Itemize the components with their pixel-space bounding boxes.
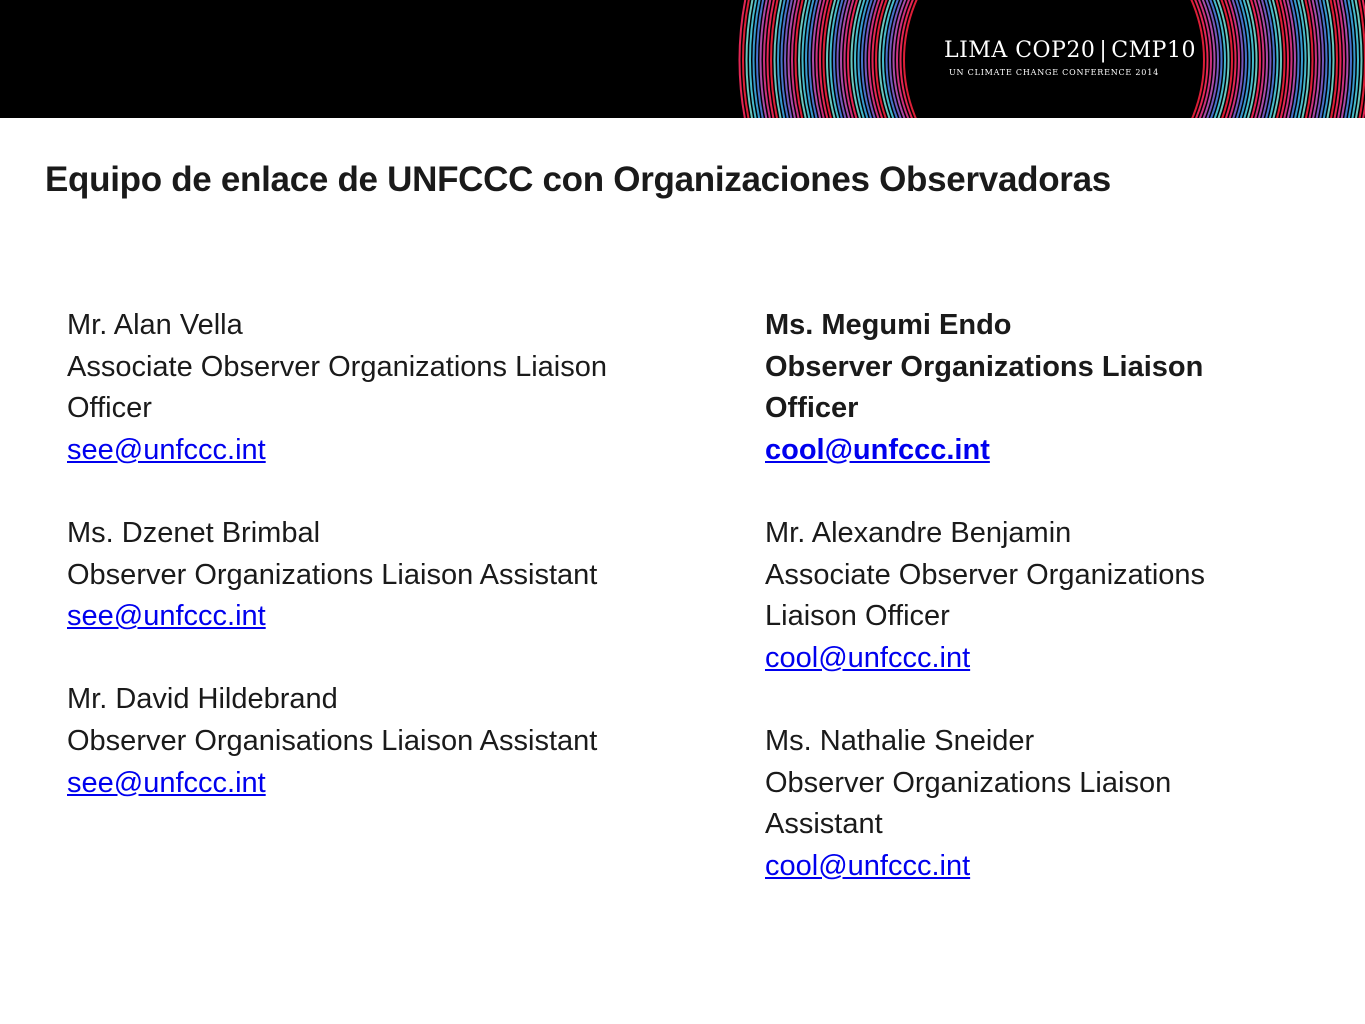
contact-email-link[interactable]: cool@unfccc.int <box>765 433 990 466</box>
contacts-right-column <box>765 305 1325 929</box>
contact-name: Mr. Alan Vella <box>67 309 243 341</box>
contact-role: Liaison Officer <box>765 600 950 633</box>
contact-role: Observer Organizations Liaison <box>765 350 1204 383</box>
contact-email-link[interactable]: cool@unfccc.int <box>765 641 971 674</box>
contact-card <box>67 679 677 804</box>
contact-name: Ms. Dzenet Brimbal <box>67 516 321 549</box>
logo-subtitle: UN CLIMATE CHANGE CONFERENCE 2014 <box>949 68 1159 77</box>
contact-email-link[interactable]: cool@unfccc.int <box>765 849 971 882</box>
logo-main-left: LIMA COP20 <box>944 38 1096 63</box>
contact-role: Observer Organisations Liaison Assistant <box>67 724 598 757</box>
contact-card <box>67 305 677 471</box>
contact-name: Ms. Nathalie Sneider <box>765 724 1035 757</box>
contact-email-link[interactable]: see@unfccc.int <box>67 433 266 466</box>
contact-role: Officer <box>67 392 152 425</box>
slide-title: Equipo de enlace de UNFCCC con Organizaciones Observadoras <box>45 160 1111 199</box>
header-band <box>0 0 1365 118</box>
contact-role: Assistant <box>765 808 883 841</box>
contact-name: Mr. David Hildebrand <box>67 683 338 716</box>
contact-role: Associate Observer Organizations Liaison <box>67 350 607 383</box>
contact-card-highlighted <box>765 305 1325 471</box>
contact-role: Officer <box>765 392 859 425</box>
contacts-left-column <box>67 305 677 846</box>
contact-role: Observer Organizations Liaison <box>765 766 1172 799</box>
contact-card <box>67 513 677 638</box>
logo-main-right: CMP10 <box>1111 38 1196 63</box>
logo-main-text <box>944 38 1196 64</box>
contact-role: Observer Organizations Liaison Assistant <box>67 558 598 591</box>
contact-email-link[interactable]: see@unfccc.int <box>67 600 266 633</box>
contact-name: Ms. Megumi Endo <box>765 309 1012 341</box>
logo-separator: | <box>1099 38 1108 63</box>
contact-email-link[interactable]: see@unfccc.int <box>67 766 266 799</box>
contact-card <box>765 513 1325 679</box>
contact-card <box>765 721 1325 887</box>
contact-role: Associate Observer Organizations <box>765 558 1206 591</box>
cop20-logo <box>944 38 1196 77</box>
contact-name: Mr. Alexandre Benjamin <box>765 516 1072 549</box>
